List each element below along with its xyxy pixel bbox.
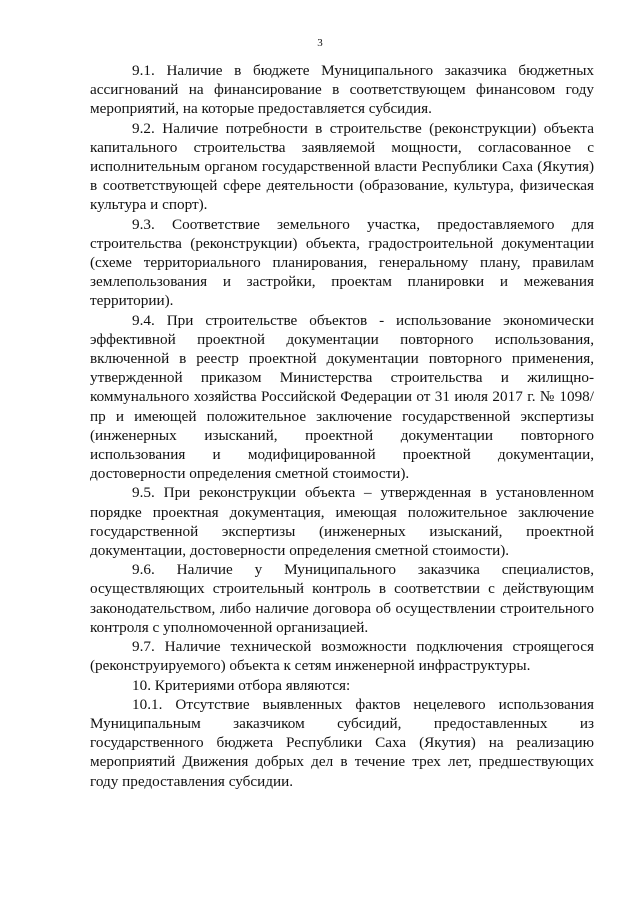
document-body [90, 61, 594, 791]
paragraph-10: 10. Критериями отбора являются: [132, 676, 351, 694]
page-number: 3 [317, 37, 323, 49]
paragraph-9-1: 9.1. Наличие в бюджете Муниципального заказчика бюджетных ассигнований на финансирование в соответствующем финансовом году мероприятий, на которые предоставляется субсидия. [90, 62, 594, 118]
paragraph-9-4: 9.4. При строительстве объектов - использование экономически эффективной проектной документации повторного использования, включенной в реестр проектной документации повторного применения, утвержденной приказом Министерства строительства и жилищно-коммунального хозяйства Российской Федерации от 31 июля 2017 г. № 1098/пр и имеющей положительное заключение государственной экспертизы (инженерных изысканий, проектной документации повторного использования и модифицированной проектной документации, достоверности определения сметной стоимости). [90, 311, 594, 483]
paragraph-9-7: 9.7. Наличие технической возможности подключения строящегося (реконструируемого) объекта к сетям инженерной инфраструктуры. [90, 638, 594, 675]
paragraph-9-5: 9.5. При реконструкции объекта – утвержденная в установленном порядке проектная документация, имеющая положительное заключение государственной экспертизы (инженерных изысканий, проектной документации, достоверности определения сметной стоимости). [90, 484, 594, 560]
paragraph-9-6: 9.6. Наличие у Муниципального заказчика специалистов, осуществляющих строительный контроль в соответствии с действующим законодательством, либо наличие договора об осуществлении строительного контроля с уполномоченной организацией. [90, 561, 594, 636]
paragraph-10-1: 10.1. Отсутствие выявленных фактов нецелевого использования Муниципальным заказчиком субсидий, предоставленных из государственного бюджета Республики Саха (Якутия) на реализацию мероприятий Движения добрых дел в течение трех лет, предшествующих году предоставления субсидии. [90, 695, 594, 790]
paragraph-9-3: 9.3. Соответствие земельного участка, предоставляемого для строительства (реконструкции) объекта, градостроительной документации (схеме территориального планирования, генеральному плану, правилам землепользования и застройки, проектам планировки и межевания территории). [90, 215, 594, 310]
paragraph-9-2: 9.2. Наличие потребности в строительстве (реконструкции) объекта капитального строительства заявляемой мощности, согласованное с исполнительным органом государственной власти Республики Саха (Якутия) в соответствующей сфере деятельности (образование, культура, физическая культура и спорт). [90, 119, 594, 214]
